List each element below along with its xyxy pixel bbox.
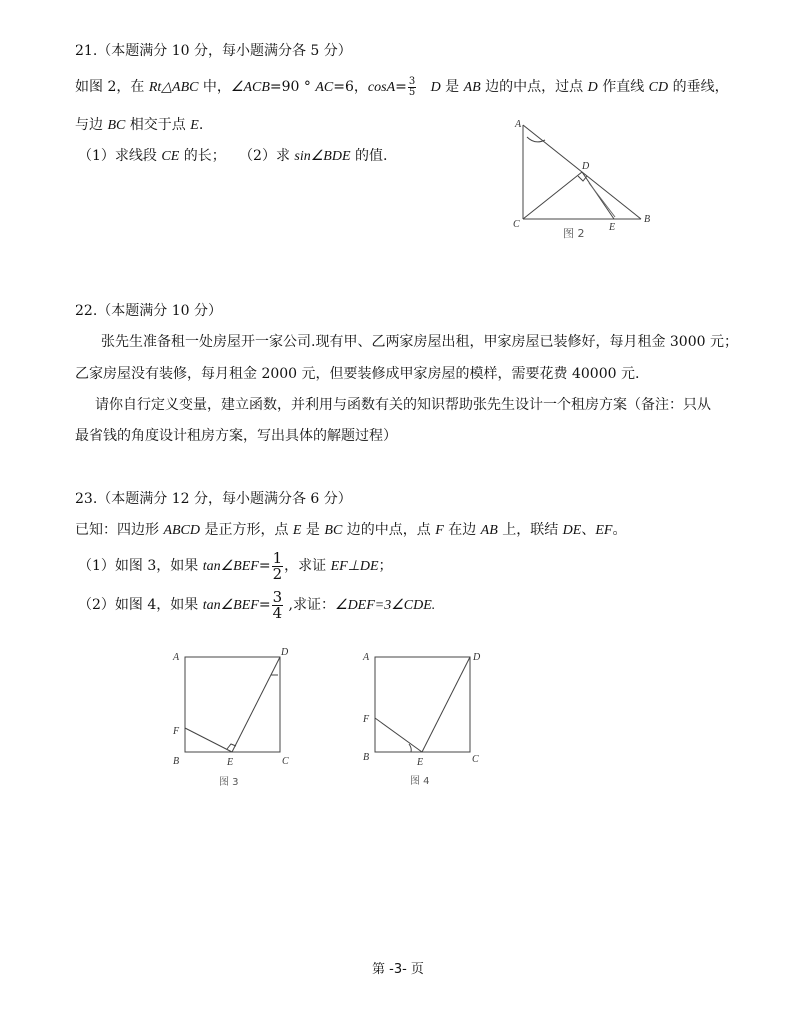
tan-fraction-1: $\frac{1}{2}$ (272, 548, 283, 583)
square-abcd (375, 657, 470, 752)
q21-parts: （1）求线段 CE 的长； （2）求 sin∠BDE 的值. (78, 148, 388, 164)
figure-2 (505, 115, 655, 245)
q22-p2-line1: 请你自行定义变量，建立函数，并利用与函数有关的知识帮助张先生设计一个租房方案（备注：只从 (95, 397, 711, 413)
label-e: E (609, 222, 616, 233)
q22-p2-line2: 最省钱的角度设计租房方案，写出具体的解题过程） (75, 428, 397, 444)
figure-4-caption: 图 4 (410, 776, 430, 787)
q23-header: 23.（本题满分 12 分，每小题满分各 6 分） (75, 491, 352, 507)
label-a: A (515, 119, 522, 130)
label-b: B (173, 756, 180, 767)
label-f: F (173, 726, 180, 737)
figure-3 (165, 640, 300, 790)
q22-p1-line2: 乙家房屋没有装修，每月租金 2000 元，但要装修成甲家房屋的模样，需要花费 40000 元. (75, 366, 640, 382)
q22-header: 22.（本题满分 10 分） (75, 303, 222, 319)
figure-2-caption: 图 2 (563, 227, 585, 240)
label-d: D (582, 161, 590, 172)
square-abcd (185, 657, 280, 752)
seg-fe (375, 718, 422, 752)
q23-part1: （1）如图 3，如果 tan∠BEF= $\frac{1}{2}$ ，求证 EF⊥DE； (78, 548, 393, 583)
label-b: B (363, 752, 370, 763)
label-e: E (417, 757, 424, 768)
seg-de (422, 657, 470, 752)
label-c: C (472, 754, 479, 765)
q21-statement-line1: 如图 2，在 Rt△ABC 中，∠ACB=90 ° AC=6，cosA= $\frac{3}{5}$ D 是 AB 边的中点，过点 D 作直线 CD 的垂线， (75, 75, 729, 98)
label-a: A (363, 652, 370, 663)
seg-de (232, 657, 280, 752)
label-b: B (644, 214, 651, 225)
q22-p1-line1: 张先生准备租一处房屋开一家公司.现有甲、乙两家房屋出租，甲家房屋已装修好，每月租金 3000 元； (101, 334, 738, 350)
q21-statement-line2: 与边 BC 相交于点 E. (75, 117, 204, 133)
figure-3-caption: 图 3 (219, 777, 239, 788)
angle-mark-e (409, 744, 411, 752)
q23-part2: （2）如图 4，如果 tan∠BEF= $\frac{3}{4}$ ,求证：∠DEF=3∠CDE. (78, 587, 436, 622)
label-d: D (473, 652, 481, 663)
page-number: 第 -3- 页 (372, 962, 424, 977)
label-c: C (513, 219, 520, 230)
label-a: A (173, 652, 180, 663)
q21-header: 21.（本题满分 10 分，每小题满分各 5 分） (75, 43, 352, 59)
label-f: F (363, 714, 370, 725)
tan-fraction-2: $\frac{3}{4}$ (272, 587, 283, 622)
label-d: D (281, 647, 289, 658)
cosa-fraction: $\frac{3}{5}$ (408, 75, 416, 98)
label-e: E (227, 757, 234, 768)
seg-cd (523, 172, 582, 219)
q23-given: 已知：四边形 ABCD 是正方形，点 E 是 BC 边的中点，点 F 在边 AB 上，联结 DE、EF。 (75, 522, 627, 538)
seg-fe (185, 728, 232, 752)
angle-a-arc (527, 137, 545, 142)
label-c: C (282, 756, 289, 767)
figure-4 (355, 640, 490, 790)
